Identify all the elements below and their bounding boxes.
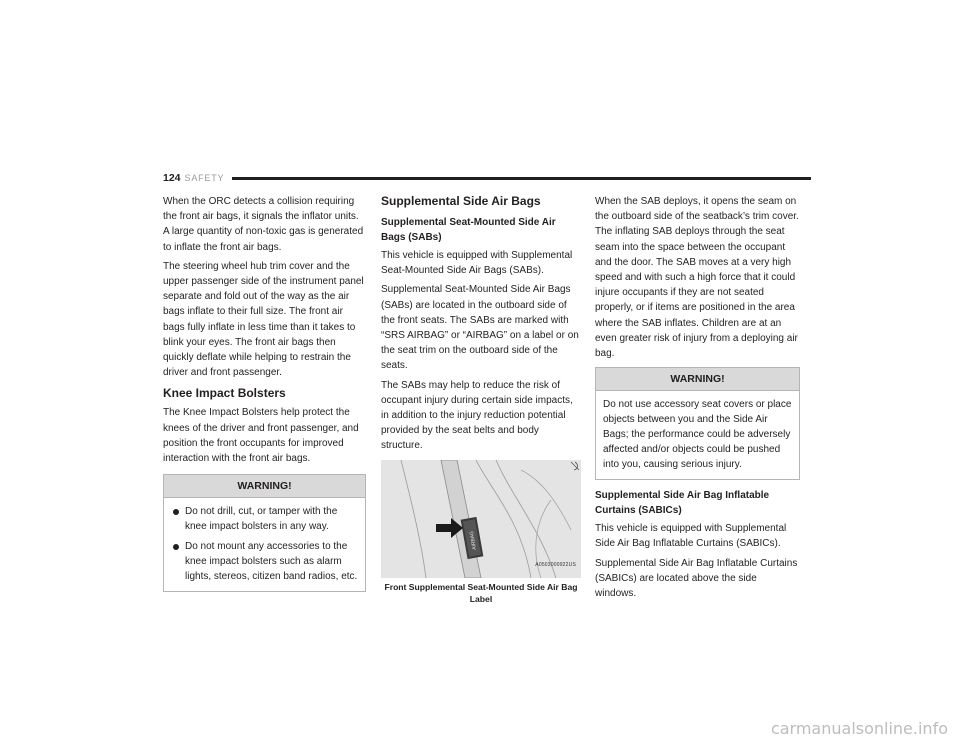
watermark: carmanualsonline.info [770, 719, 948, 738]
paragraph: Supplemental Side Air Bag Inflatable Curtains (SABICs) are located above the side windows. [595, 557, 798, 600]
header-rule [232, 177, 811, 180]
paragraph: The steering wheel hub trim cover and the upper passenger side of the instrument panel separate and fold out of the way as the air bags inflate to their full size. The front air bags fully inflate in less time than it takes to blink your eyes. The front air bags then quickly deflate while helping to restrain the driver and front passenger. [163, 260, 364, 379]
seat-airbag-label-figure [381, 460, 581, 578]
warning-body [164, 498, 365, 591]
airbag-label-text: AIRBAG [468, 530, 479, 550]
figure-code: A0503000922US [535, 562, 576, 569]
column-2 [381, 194, 581, 605]
warning-body: Do not use accessory seat covers or place objects between you and the Side Air Bags; the performance could be adversely affected and/or objects could be pushed into you, causing serious injury. [603, 399, 792, 471]
paragraph: This vehicle is equipped with Supplemental Seat-Mounted Side Air Bags (SABs). [381, 250, 573, 277]
warning-title: WARNING! [164, 475, 365, 498]
warning-title: WARNING! [596, 368, 799, 391]
subheading-sabics: Supplemental Side Air Bag Inflatable Curtains (SABICs) [595, 490, 770, 517]
column-1 [163, 194, 366, 592]
warning-list-item [171, 539, 358, 584]
column-3 [595, 194, 800, 605]
paragraph: Supplemental Seat-Mounted Side Air Bags (SABs) are located in the outboard side of the front seats. The SABs are marked with “SRS AIRBAG” or “AIRBAG” on a label or on the seat trim on the outboard side of the seats. [381, 284, 579, 372]
section-title: SAFETY [184, 173, 225, 183]
paragraph: The SABs may help to reduce the risk of occupant injury during certain side impacts, in addition to the injury reduction potential provided by the seat belts and body structure. [381, 379, 573, 452]
paragraph: The Knee Impact Bolsters help protect the knees of the driver and front passenger, and position the front occupants for improved interaction with the front air bags. [163, 407, 359, 465]
paragraph: When the ORC detects a collision requiring the front air bags, it signals the inflator units. A large quantity of non-toxic gas is generated to inflate the front air bags. [163, 196, 364, 253]
warning-list [171, 504, 358, 584]
page-number: 124 [163, 172, 181, 184]
heading-knee-impact-bolsters: Knee Impact Bolsters [163, 386, 286, 401]
paragraph: When the SAB deploys, it opens the seam on the outboard side of the seatback’s trim cover. The inflating SAB deploys through the seat seam into the space between the occupant and the door. The SAB moves at a very high speed and with such a high force that it could injure occupants if they are not seated properly, or if items are positioned in the area where the SAB inflates. Children are at an even greater risk of injury from a deploying air bag. [595, 196, 799, 360]
warning-item-text: Do not drill, cut, or tamper with the knee impact bolsters in any way. [185, 506, 338, 533]
warning-item-text: Do not mount any accessories to the knee impact bolsters such as alarm lights, stereos, citizen band radios, etc. [185, 541, 358, 583]
heading-supplemental-side-air-bags: Supplemental Side Air Bags [381, 194, 541, 208]
warning-list-item [171, 504, 358, 534]
bullet-icon [173, 509, 179, 515]
bullet-icon [173, 544, 179, 550]
figure-caption: Front Supplemental Seat-Mounted Side Air Bag Label [384, 581, 578, 604]
warning-box-side-air-bags [595, 367, 800, 480]
page-header [163, 171, 811, 185]
paragraph: This vehicle is equipped with Supplemental Side Air Bag Inflatable Curtains (SABICs). [595, 523, 787, 550]
subheading-sabs: Supplemental Seat-Mounted Side Air Bags (SABs) [381, 217, 556, 243]
warning-box-knee-bolsters [163, 474, 366, 592]
